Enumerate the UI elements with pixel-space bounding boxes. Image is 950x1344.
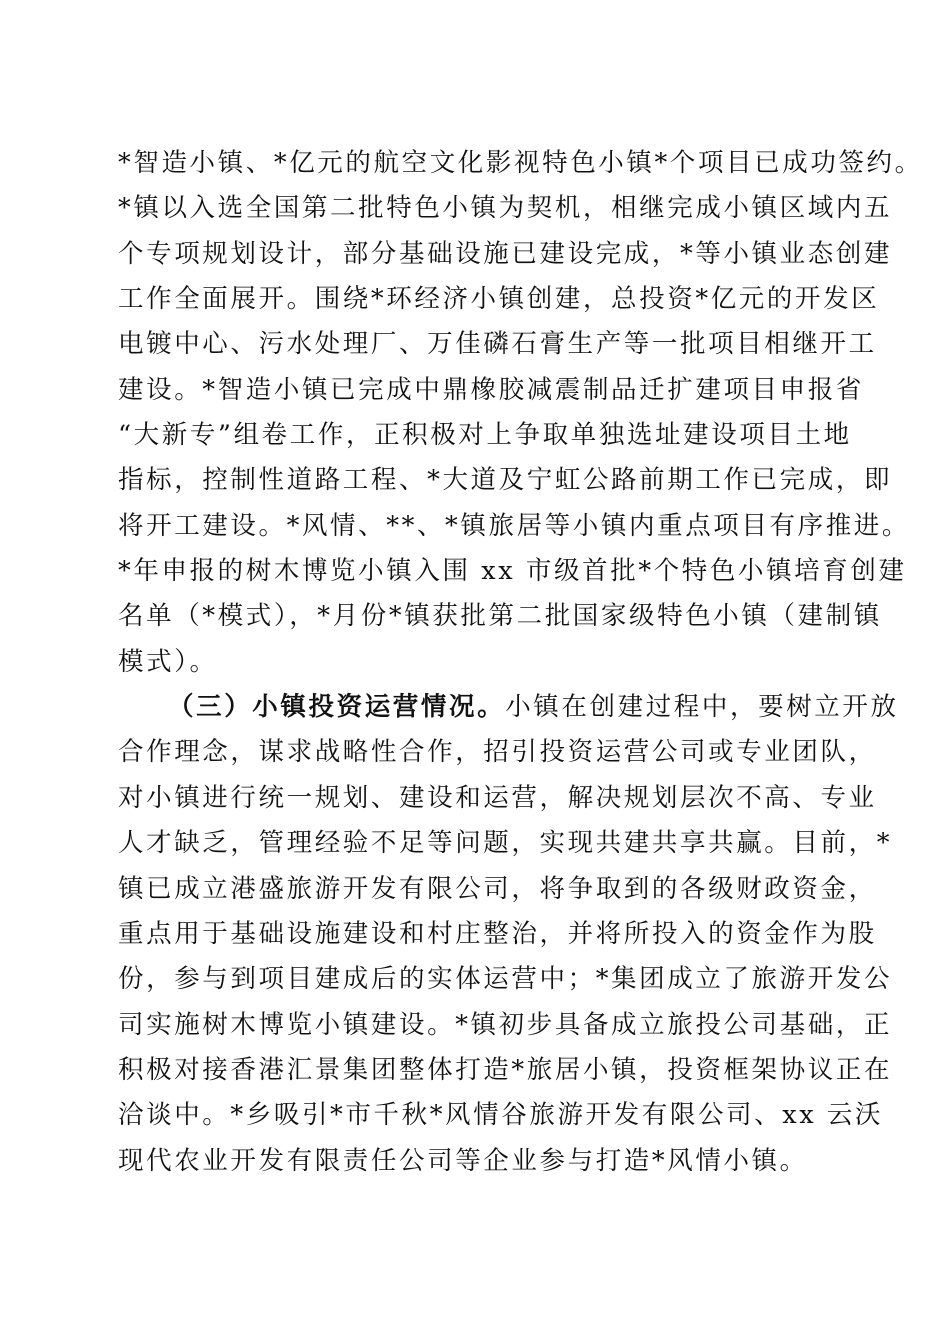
body-text — [118, 141, 923, 1184]
text-line: 重点用于基础设施建设和村庄整治，并将所投入的资金作为股 — [118, 918, 877, 949]
text-line: 司实施树木博览小镇建设。*镇初步具备成立旅投公司基础，正 — [118, 1009, 893, 1040]
text-line: *年申报的树木博览小镇入围 xx 市级首批*个特色小镇培育创建 — [118, 556, 907, 587]
paragraph-first-line — [118, 685, 899, 730]
text-line: 工作全面展开。围绕*环经济小镇创建，总投资*亿元的开发区 — [118, 284, 880, 315]
text-line: *镇以入选全国第二批特色小镇为契机，相继完成小镇区域内五 — [118, 193, 893, 224]
text-line: 名单（*模式），*月份*镇获批第二批国家级特色小镇（建制镇 — [118, 601, 882, 632]
paragraph-1 — [118, 141, 923, 685]
text-line: 积极对接香港汇景集团整体打造*旅居小镇，投资框架协议正在 — [118, 1054, 893, 1085]
text-line: “大新专”组卷工作，正积极对上争取单独选址建设项目土地 — [118, 420, 852, 451]
text-line: 个专项规划设计，部分基础设施已建设完成，*等小镇业态创建 — [118, 238, 893, 269]
paragraph-2 — [118, 685, 899, 1184]
section-heading: （三）小镇投资运营情况。 — [168, 692, 506, 723]
text-line: 份，参与到项目建成后的实体运营中；*集团成立了旅游开发公 — [118, 964, 893, 995]
text-line: 建设。*智造小镇已完成中鼎橡胶减震制品迁扩建项目申报省 — [118, 374, 864, 405]
text-line: 镇已成立港盛旅游开发有限公司，将争取到的各级财政资金， — [118, 873, 877, 904]
text-run: 小镇在创建过程中，要树立开放 — [505, 692, 899, 723]
text-line: 电镀中心、污水处理厂、万佳磷石膏生产等一批项目相继开工 — [118, 329, 877, 360]
text-line: 对小镇进行统一规划、建设和运营，解决规划层次不高、专业 — [118, 782, 877, 813]
text-line: 将开工建设。*风情、**、*镇旅居等小镇内重点项目有序推进。 — [118, 510, 911, 541]
text-line: *智造小镇、*亿元的航空文化影视特色小镇*个项目已成功签约。 — [118, 148, 923, 178]
text-line: 人才缺乏，管理经验不足等问题，实现共建共享共赢。目前，* — [118, 828, 893, 859]
text-line: 洽谈中。*乡吸引*市千秋*风情谷旅游开发有限公司、xx 云沃 — [118, 1100, 884, 1131]
text-line: 现代农业开发有限责任公司等企业参与打造*风情小镇。 — [118, 1145, 808, 1176]
text-line: 指标，控制性道路工程、*大道及宁虹公路前期工作已完成，即 — [118, 465, 893, 496]
text-line: 合作理念，谋求战略性合作，招引投资运营公司或专业团队， — [118, 737, 877, 768]
text-line: 模式）。 — [118, 646, 218, 677]
